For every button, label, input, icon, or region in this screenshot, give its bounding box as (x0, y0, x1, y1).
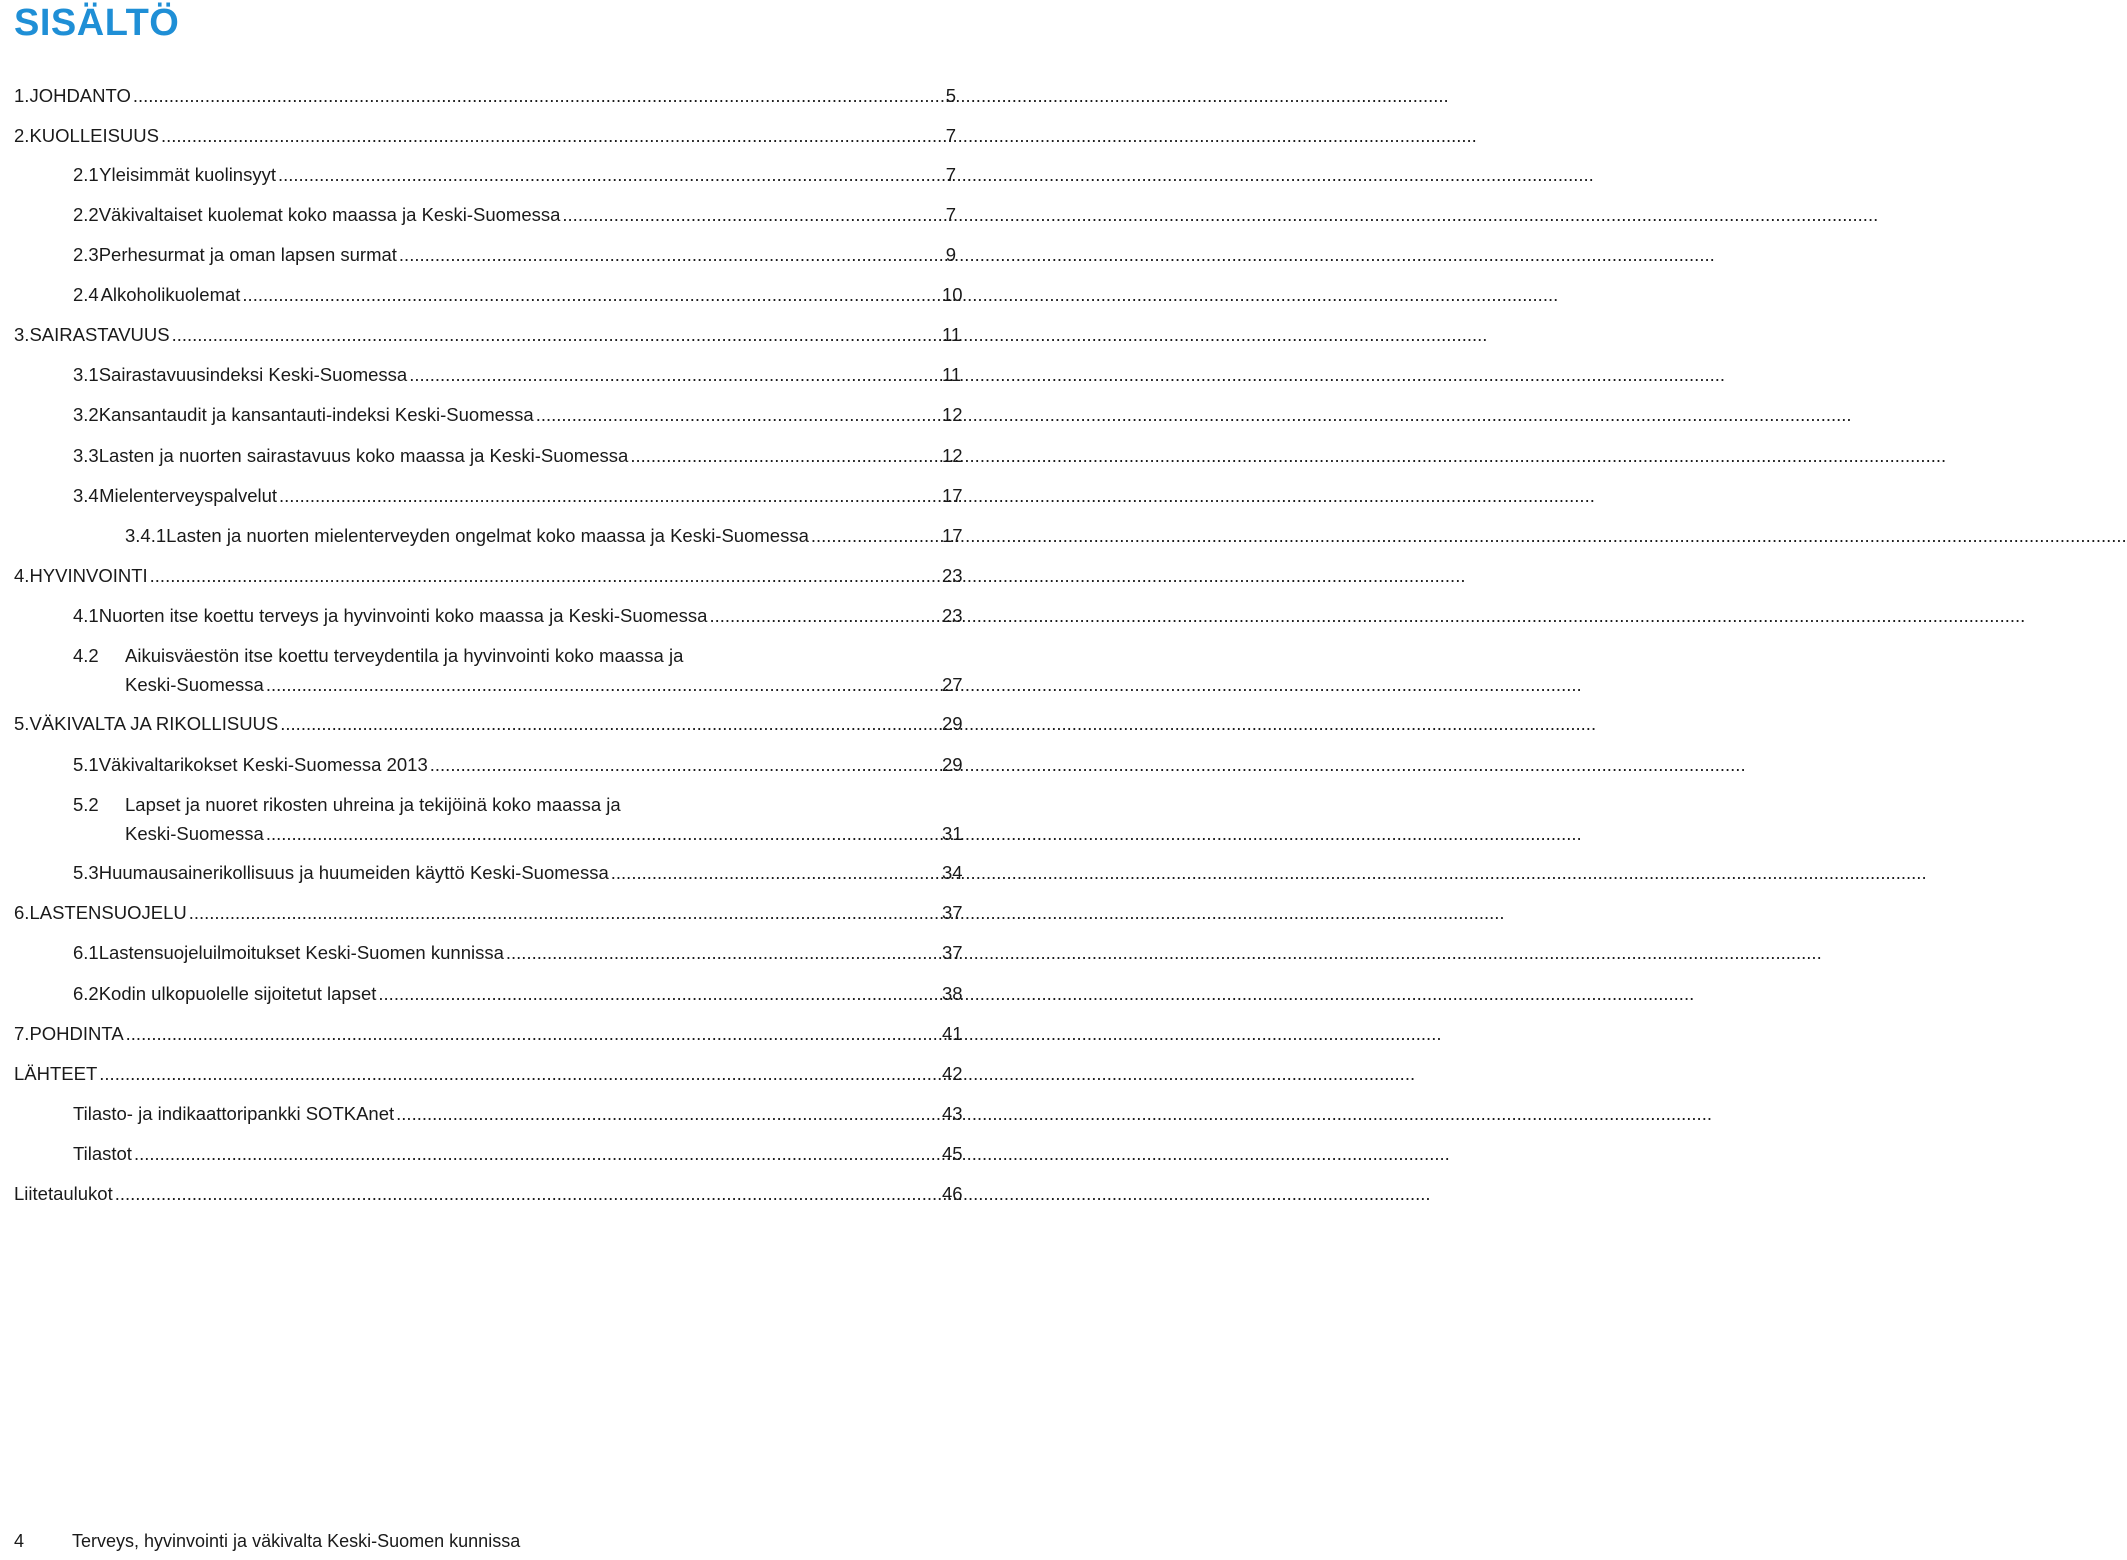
entry-number: 3.3 (73, 445, 99, 466)
toc-entry[interactable] (14, 81, 956, 110)
toc-entry[interactable] (73, 481, 963, 510)
toc-entry[interactable] (73, 360, 962, 389)
dot-leader (126, 1019, 940, 1048)
entry-number: 6.1 (73, 942, 99, 963)
dot-leader (399, 240, 940, 269)
entry-page: 29 (942, 713, 963, 734)
entry-page: 29 (942, 754, 963, 775)
entry-label-continued: Keski-Suomessa (125, 823, 264, 844)
dot-leader (242, 280, 940, 309)
entry-label: Sairastavuusindeksi Keski-Suomessa (98, 364, 408, 385)
entry-page: 41 (942, 1023, 963, 1044)
entry-page: 12 (942, 404, 963, 425)
entry-number: 2.1 (73, 164, 99, 185)
footer-page-number: 4 (14, 1531, 25, 1551)
entry-label: Alkoholikuolemat (100, 284, 241, 305)
dot-leader (99, 1059, 940, 1088)
dot-leader (279, 481, 940, 510)
entry-label: HYVINVOINTI (29, 565, 148, 586)
toc-entry[interactable] (73, 160, 956, 189)
entry-page: 37 (942, 902, 963, 923)
dot-leader (266, 670, 940, 699)
entry-label: Tilasto- ja indikaattoripankki SOTKAnet (73, 1103, 395, 1124)
entry-label: POHDINTA (29, 1023, 124, 1044)
dot-leader (396, 1099, 940, 1128)
toc-entry[interactable] (73, 400, 963, 429)
entry-page: 7 (945, 204, 956, 225)
entry-number: 2.3 (73, 244, 99, 265)
entry-page: 46 (942, 1183, 963, 1204)
dot-leader (430, 750, 940, 779)
entry-label: Mielenterveyspalvelut (99, 485, 278, 506)
page-title: SISÄLTÖ (14, 2, 180, 44)
entry-label: Aikuisväestön itse koettu terveydentila ja hyvinvointi koko maassa ja (125, 645, 684, 666)
entry-label: LASTENSUOJELU (29, 902, 187, 923)
entry-label: KUOLLEISUUS (29, 125, 159, 146)
entry-page: 34 (942, 862, 963, 883)
entry-label: Yleisimmät kuolinsyyt (99, 164, 276, 185)
entry-label: Tilastot (73, 1143, 132, 1164)
entry-page: 31 (942, 823, 963, 844)
entry-page: 23 (942, 565, 963, 586)
toc-entry[interactable] (73, 280, 963, 309)
entry-page: 37 (942, 942, 963, 963)
dot-leader (278, 160, 940, 189)
page-footer (14, 1531, 520, 1552)
dot-leader (115, 1179, 940, 1208)
entry-label: SAIRASTAVUUS (29, 324, 170, 345)
entry-label-continued: Keski-Suomessa (125, 674, 264, 695)
entry-number: 4. (14, 565, 30, 586)
dot-leader (506, 938, 940, 967)
toc-entry[interactable] (14, 898, 963, 927)
entry-page: 42 (942, 1063, 963, 1084)
entry-number: 5.2 (73, 794, 99, 815)
entry-number: 4.1 (73, 605, 99, 626)
entry-page: 9 (945, 244, 956, 265)
toc-entry[interactable] (73, 938, 963, 967)
entry-page: 27 (942, 674, 963, 695)
entry-page: 43 (942, 1103, 963, 1124)
dot-leader (150, 561, 940, 590)
dot-leader (709, 601, 940, 630)
toc-entry[interactable] (73, 200, 956, 229)
entry-number: 3.2 (73, 404, 99, 425)
entry-number: 6. (14, 902, 30, 923)
entry-number: 6.2 (73, 983, 99, 1004)
toc-entry[interactable] (14, 121, 956, 150)
toc-entry[interactable] (14, 1019, 963, 1048)
entry-number: 3. (14, 324, 30, 345)
entry-number: 3.4.1 (125, 525, 167, 546)
dot-leader (161, 121, 940, 150)
entry-page: 23 (942, 605, 963, 626)
entry-number: 3.1 (73, 364, 99, 385)
dot-leader (189, 898, 940, 927)
entry-page: 17 (942, 485, 963, 506)
entry-number: 5.3 (73, 862, 99, 883)
dot-leader (266, 819, 940, 848)
dot-leader (562, 200, 940, 229)
toc-entry[interactable] (73, 601, 963, 630)
dot-leader (134, 1139, 940, 1168)
toc-entry[interactable] (73, 979, 963, 1008)
entry-label: Lasten ja nuorten mielenterveyden ongelmat koko maassa ja Keski-Suomessa (166, 525, 809, 546)
toc-entry[interactable] (73, 858, 963, 887)
entry-label: Perhesurmat ja oman lapsen surmat (98, 244, 397, 265)
entry-label: Liitetaulukot (14, 1183, 113, 1204)
toc-entry[interactable] (14, 709, 963, 738)
toc-entry[interactable] (125, 521, 963, 550)
toc-entry[interactable] (73, 1139, 963, 1168)
entry-page: 38 (942, 983, 963, 1004)
toc-entry[interactable] (14, 1179, 963, 1208)
dot-leader (172, 320, 940, 349)
entry-number: 3.4 (73, 485, 99, 506)
toc-entry[interactable] (14, 561, 963, 590)
entry-label: JOHDANTO (29, 85, 131, 106)
entry-label: LÄHTEET (14, 1063, 98, 1084)
dot-leader (536, 400, 940, 429)
toc-entry[interactable] (73, 641, 963, 699)
entry-label: Lapset ja nuoret rikosten uhreina ja tekijöinä koko maassa ja (125, 794, 621, 815)
entry-page: 7 (945, 164, 956, 185)
entry-label: Lastensuojeluilmoitukset Keski-Suomen kunnissa (98, 942, 504, 963)
dot-leader (630, 441, 940, 470)
entry-page: 5 (945, 85, 956, 106)
entry-label: Nuorten itse koettu terveys ja hyvinvointi koko maassa ja Keski-Suomessa (98, 605, 708, 626)
entry-label: Väkivaltaiset kuolemat koko maassa ja Keski-Suomessa (98, 204, 561, 225)
entry-page: 10 (942, 284, 963, 305)
toc-entry[interactable] (73, 441, 963, 470)
entry-page: 45 (942, 1143, 963, 1164)
entry-number: 2. (14, 125, 30, 146)
footer-title: Terveys, hyvinvointi ja väkivalta Keski-Suomen kunnissa (72, 1531, 521, 1551)
toc-entry[interactable] (14, 1059, 963, 1088)
dot-leader (378, 979, 940, 1008)
entry-label: Kansantaudit ja kansantauti-indeksi Keski-Suomessa (98, 404, 534, 425)
entry-number: 4.2 (73, 645, 99, 666)
entry-number: 2.4 (73, 284, 99, 305)
dot-leader (811, 521, 940, 550)
dot-leader (133, 81, 940, 110)
entry-label: Väkivaltarikokset Keski-Suomessa 2013 (98, 754, 428, 775)
entry-page: 12 (942, 445, 963, 466)
toc-entry[interactable] (73, 1099, 963, 1128)
toc-entry[interactable] (14, 320, 962, 349)
dot-leader (409, 360, 940, 389)
entry-page: 11 (942, 324, 962, 345)
entry-page: 17 (942, 525, 963, 546)
toc-entry[interactable] (73, 750, 963, 779)
dot-leader (611, 858, 940, 887)
entry-page: 7 (945, 125, 956, 146)
dot-leader (280, 709, 940, 738)
entry-number: 5.1 (73, 754, 99, 775)
entry-label: VÄKIVALTA JA RIKOLLISUUS (29, 713, 279, 734)
entry-label: Kodin ulkopuolelle sijoitetut lapset (98, 983, 377, 1004)
toc-entry[interactable] (73, 240, 956, 269)
toc-entry[interactable] (73, 790, 963, 848)
entry-label: Lasten ja nuorten sairastavuus koko maassa ja Keski-Suomessa (98, 445, 629, 466)
entry-number: 1. (14, 85, 30, 106)
entry-page: 11 (942, 364, 962, 385)
entry-label: Huumausainerikollisuus ja huumeiden käyttö Keski-Suomessa (98, 862, 609, 883)
entry-number: 2.2 (73, 204, 99, 225)
entry-number: 5. (14, 713, 30, 734)
entry-number: 7. (14, 1023, 30, 1044)
